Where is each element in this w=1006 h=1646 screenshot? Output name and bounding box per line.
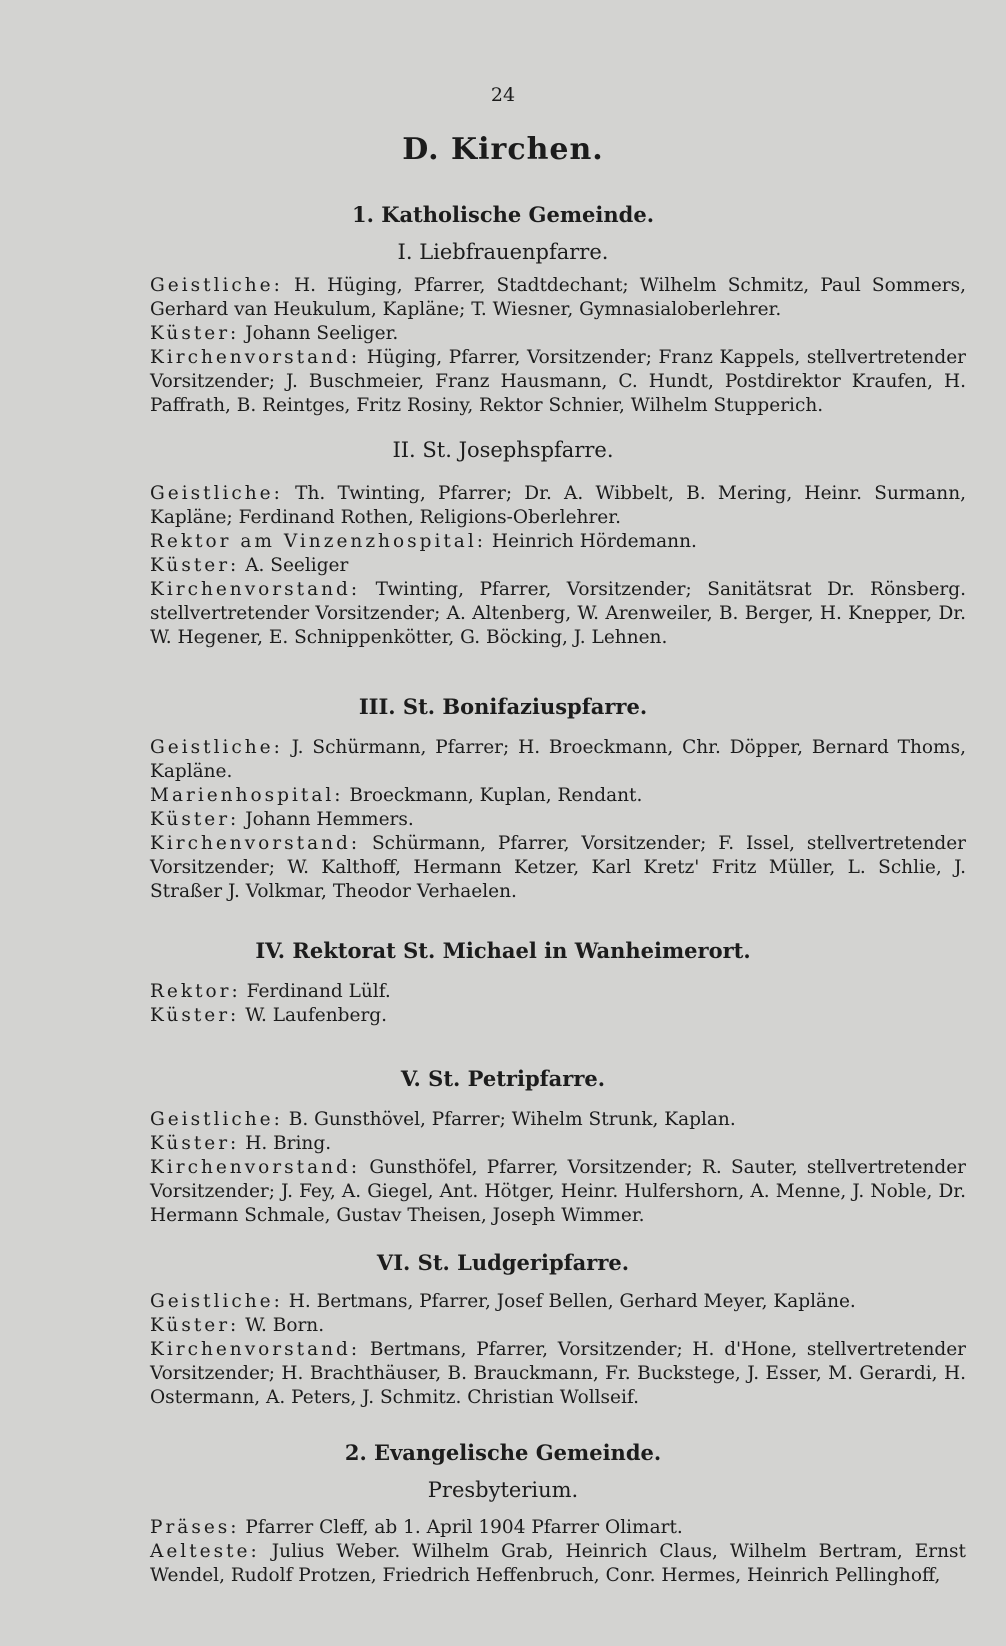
paragraph: Küster: Johann Hemmers. (150, 809, 414, 830)
paragraph: Kirchenvorstand: Bertmans, Pfarrer, Vorsitzender; H. d'Hone, stellvertretender Vorsitzender; H. Brachthäuser, B. Brauckmann, Fr. Buckstege, J. Esser, M. Gerardi, H. Ostermann, A. Peters, J. Schmitz. Christian Wollseif. (150, 1339, 966, 1408)
parish-2-body (82, 482, 966, 650)
paragraph: Geistliche: Th. Twinting, Pfarrer; Dr. A. Wibbelt, B. Mering, Heinr. Surmann, Kapläne; Ferdinand Rothen, Religions-Oberlehrer. (150, 483, 966, 528)
parish-5-body (82, 1108, 966, 1228)
catholic-heading: 1. Katholische Gemeinde. (351, 202, 655, 227)
parish-title-6: VI. St. Ludgeripfarre. (376, 1250, 630, 1275)
parish-4-body (82, 980, 966, 1028)
paragraph: Geistliche: H. Hüging, Pfarrer, Stadtdechant; Wilhelm Schmitz, Paul Sommers, Gerhard van Heukulum, Kapläne; T. Wiesner, Gymnasialoberlehrer. (150, 275, 966, 320)
parish-title-1: I. Liebfrauenpfarre. (397, 240, 609, 264)
paragraph: Geistliche: J. Schürmann, Pfarrer; H. Broeckmann, Chr. Döpper, Bernard Thoms, Kapläne. (150, 737, 966, 782)
paragraph: Aelteste: Julius Weber. Wilhelm Grab, Heinrich Claus, Wilhelm Bertram, Ernst Wendel, Rudolf Protzen, Friedrich Heffenbruch, Conr. Hermes, Heinrich Pellinghoff, (150, 1541, 966, 1586)
paragraph: Küster: Johann Seeliger. (150, 323, 399, 344)
paragraph: Marienhospital: Broeckmann, Kuplan, Rendant. (150, 785, 643, 806)
paragraph: Präses: Pfarrer Cleff, ab 1. April 1904 Pfarrer Olimart. (150, 1517, 683, 1538)
paragraph: Kirchenvorstand: Schürmann, Pfarrer, Vorsitzender; F. Issel, stellvertretender Vorsitzender; W. Kalthoff, Hermann Ketzer, Karl Kretz' Fritz Müller, L. Schlie, J. Straßer J. Volkmar, Theodor Verhaelen. (150, 833, 966, 902)
paragraph: Küster: W. Laufenberg. (150, 1005, 388, 1026)
paragraph: Kirchenvorstand: Twinting, Pfarrer, Vorsitzender; Sanitätsrat Dr. Rönsberg. stellvertretender Vorsitzender; A. Altenberg, W. Arenweiler, B. Berger, H. Knepper, Dr. W. Hegener, E. Schnippenkötter, G. Böcking, J. Lehnen. (150, 579, 966, 648)
paragraph: Küster: A. Seeliger (150, 555, 349, 576)
parish-title-3: III. St. Bonifaziuspfarre. (358, 694, 648, 719)
paragraph: Kirchenvorstand: Gunsthöfel, Pfarrer, Vorsitzender; R. Sauter, stellvertretender Vorsitzender; J. Fey, A. Giegel, Ant. Hötger, Heinr. Hulfershorn, A. Menne, J. Noble, Dr. Hermann Schmale, Gustav Theisen, Joseph Wimmer. (150, 1157, 966, 1226)
presbyterium-title: Presbyterium. (427, 1478, 579, 1502)
page-number: 24 (490, 84, 516, 106)
parish-6-body (82, 1290, 966, 1410)
parish-title-4: IV. Rektorat St. Michael in Wanheimerort. (255, 938, 751, 963)
paragraph: Geistliche: B. Gunsthövel, Pfarrer; Wihelm Strunk, Kaplan. (150, 1109, 736, 1130)
parish-3-body (82, 736, 966, 904)
evangelical-heading: 2. Evangelische Gemeinde. (344, 1440, 662, 1465)
parish-1-body (82, 274, 966, 418)
paragraph: Geistliche: H. Bertmans, Pfarrer, Josef Bellen, Gerhard Meyer, Kapläne. (150, 1291, 856, 1312)
paragraph: Kirchenvorstand: Hüging, Pfarrer, Vorsitzender; Franz Kappels, stellvertretender Vorsitzender; J. Buschmeier, Franz Hausmann, C. Hundt, Postdirektor Kraufen, H. Paffrath, B. Reintges, Fritz Rosiny, Rektor Schnier, Wilhelm Stupperich. (150, 347, 966, 416)
page-title: D. Kirchen. (402, 132, 604, 167)
paragraph: Rektor: Ferdinand Lülf. (150, 981, 391, 1002)
parish-title-2: II. St. Josephspfarre. (392, 438, 614, 462)
paragraph: Küster: W. Born. (150, 1315, 325, 1336)
paragraph: Rektor am Vinzenzhospital: Heinrich Hördemann. (150, 531, 697, 552)
parish-title-5: V. St. Petripfarre. (400, 1066, 606, 1091)
paragraph: Küster: H. Bring. (150, 1133, 332, 1154)
evangelical-body (82, 1516, 966, 1588)
